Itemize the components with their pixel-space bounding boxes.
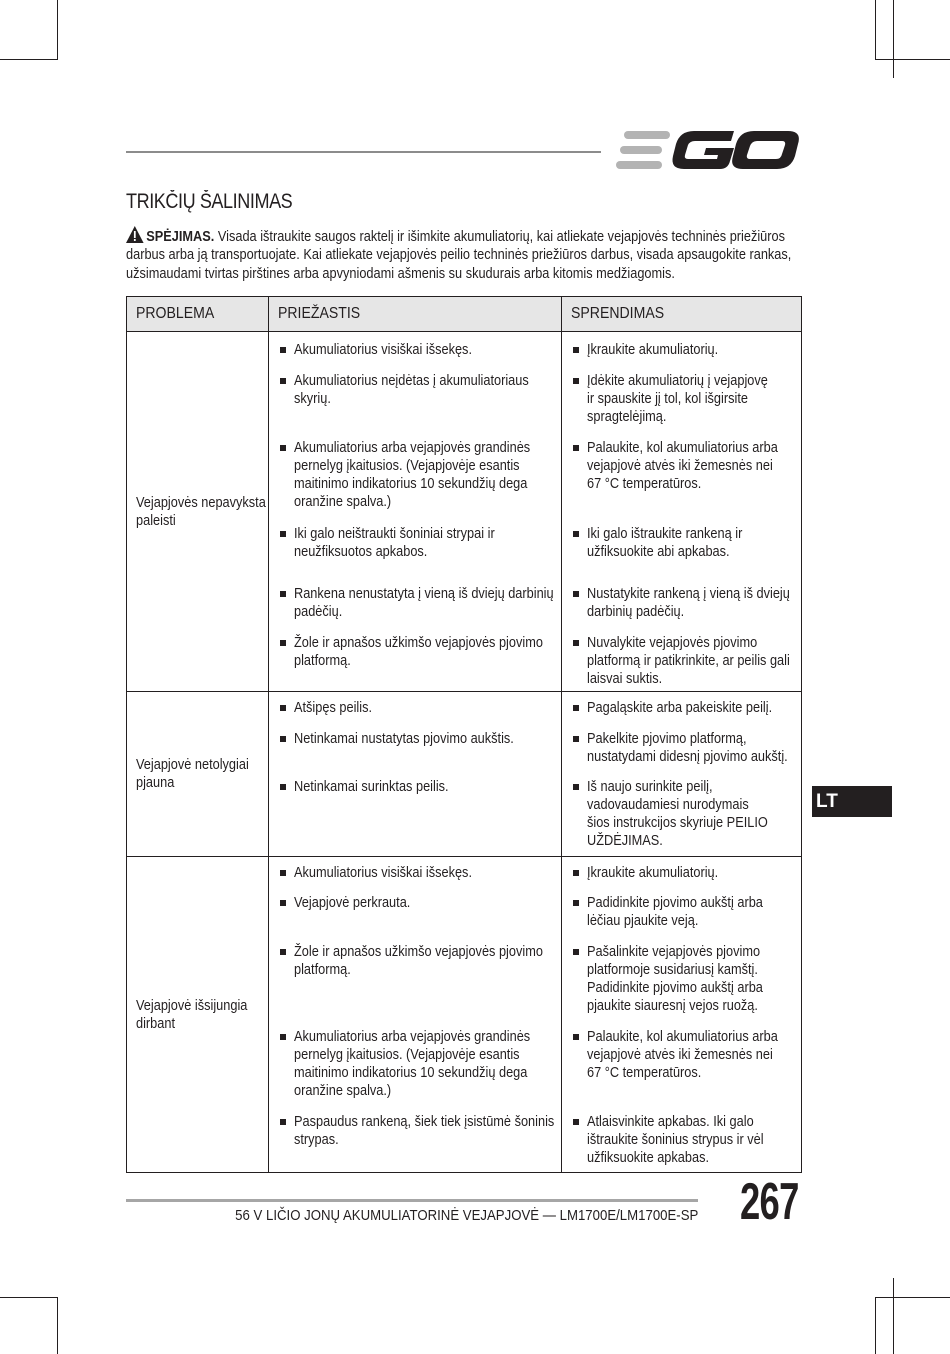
list-item: Akumuliatorius visiškai išsekęs. (278, 341, 557, 359)
crop-mark (893, 0, 894, 78)
crop-mark (893, 1278, 894, 1354)
cause-cell (269, 857, 562, 1173)
list-item: Padidinkite pjovimo aukštį arba lėčiau pjaukite veją. (571, 894, 797, 930)
list-item: Netinkamai surinktas peilis. (278, 778, 557, 796)
list-item: Palaukite, kol akumuliatorius arba vejapjovė atvės iki žemesnės nei 67 °C temperatūros. (571, 1028, 797, 1082)
list-item: Iki galo ištraukite rankeną ir užfiksuokite abi apkabas. (571, 525, 797, 561)
warning-paragraph (126, 226, 795, 283)
crop-mark (875, 0, 876, 60)
list-item: Rankena nenustatyta į vieną iš dviejų darbinių padėčių. (278, 585, 557, 621)
table-row (127, 692, 802, 857)
page-number: 267 (740, 1173, 799, 1231)
column-header-problem: PROBLEMA (127, 297, 269, 332)
problem-cell: Vejapjovė netolygiai pjauna (127, 692, 269, 857)
list-item: Akumuliatorius visiškai išsekęs. (278, 864, 557, 882)
list-item: Iš naujo surinkite peilį, vadovaudamiesi nurodymais šios instrukcijos skyriuje PEILIO UŽDĖJIMAS. (571, 778, 797, 850)
footer-rule (126, 1199, 698, 1202)
list-item: Nustatykite rankeną į vieną iš dviejų darbinių padėčių. (571, 585, 797, 621)
footer-text: 56 V LIČIO JONŲ AKUMULIATORINĖ VEJAPJOVĖ — LM1700E/LM1700E-SP (234, 1207, 698, 1224)
crop-mark (0, 59, 58, 60)
list-item: Įkraukite akumuliatorių. (571, 341, 797, 359)
cause-cell (269, 692, 562, 857)
header-rule (126, 151, 601, 153)
problem-cell: Vejapjovės nepavyksta paleisti (127, 332, 269, 692)
crop-mark (0, 1297, 58, 1298)
table-row (127, 332, 802, 692)
crop-mark (875, 1297, 950, 1298)
list-item: Nuvalykite vejapjovės pjovimo platformą ir patikrinkite, ar peilis gali laisvai suktis. (571, 634, 797, 688)
solution-cell (562, 692, 802, 857)
list-item: Akumuliatorius neįdėtas į akumuliatoriaus skyrių. (278, 372, 557, 408)
list-item: Žole ir apnašos užkimšo vejapjovės pjovimo platformą. (278, 943, 557, 979)
crop-mark (57, 1297, 58, 1354)
list-item: Iki galo neištraukti šoniniai strypai ir neužfiksuotos apkabos. (278, 525, 557, 561)
solution-cell (562, 332, 802, 692)
list-item: Akumuliatorius arba vejapjovės grandinės pernelyg įkaitusios. (Vejapjovėje esantis maitinimo indikatorius 10 sekundžių dega oranžine spalva.) (278, 1028, 557, 1100)
warning-text: Visada ištraukite saugos raktelį ir išimkite akumuliatorių, kai atliekate vejapjovės techninės priežiūros darbus arba ją transportuojate. Kai atliekate vejapjovės peilio techninės priežiūros darbus, visada apsaugokite rankas, užsimaudami tvirtas pirštines arba apvyniodami ašmenis su skudurais arba kitomis medžiagomis. (126, 229, 792, 282)
crop-mark (875, 1297, 876, 1354)
warning-label: SPĖJIMAS. (146, 229, 215, 245)
language-tab: LT (812, 786, 892, 817)
list-item: Pakelkite pjovimo platformą, nustatydami didesnį pjovimo aukštį. (571, 730, 797, 766)
troubleshooting-table (126, 296, 802, 1173)
problem-cell: Vejapjovė išsijungia dirbant (127, 857, 269, 1173)
list-item: Įkraukite akumuliatorių. (571, 864, 797, 882)
list-item: Pašalinkite vejapjovės pjovimo platformoje susidariusį kamštį. Padidinkite pjovimo aukštį arba pjaukite siauresnį vejos ruožą. (571, 943, 797, 1015)
table-row (127, 857, 802, 1173)
list-item: Netinkamai nustatytas pjovimo aukštis. (278, 730, 557, 748)
crop-mark (875, 59, 950, 60)
list-item: Atšipęs peilis. (278, 699, 557, 717)
ego-logo (616, 128, 800, 172)
list-item: Paspaudus rankeną, šiek tiek įsistūmė šoninis strypas. (278, 1113, 557, 1149)
column-header-cause: PRIEŽASTIS (269, 297, 562, 332)
list-item: Žole ir apnašos užkimšo vejapjovės pjovimo platformą. (278, 634, 557, 670)
page-title: TRIKČIŲ ŠALINIMAS (126, 190, 293, 213)
cause-cell (269, 332, 562, 692)
column-header-solution: SPRENDIMAS (562, 297, 802, 332)
list-item: Atlaisvinkite apkabas. Iki galo ištraukite šoninius strypus ir vėl užfiksuokite apkabas. (571, 1113, 797, 1167)
list-item: Akumuliatorius arba vejapjovės grandinės pernelyg įkaitusios. (Vejapjovėje esantis maitinimo indikatorius 10 sekundžių dega oranžine spalva.) (278, 439, 557, 511)
list-item: Palaukite, kol akumuliatorius arba vejapjovė atvės iki žemesnės nei 67 °C temperatūros. (571, 439, 797, 493)
solution-cell (562, 857, 802, 1173)
crop-mark (57, 0, 58, 60)
list-item: Įdėkite akumuliatorių į vejapjovę ir spauskite jį tol, kol išgirsite spragtelėjimą. (571, 372, 797, 426)
list-item: Pagaląskite arba pakeiskite peilį. (571, 699, 797, 717)
warning-triangle-icon (126, 226, 144, 243)
list-item: Vejapjovė perkrauta. (278, 894, 557, 912)
